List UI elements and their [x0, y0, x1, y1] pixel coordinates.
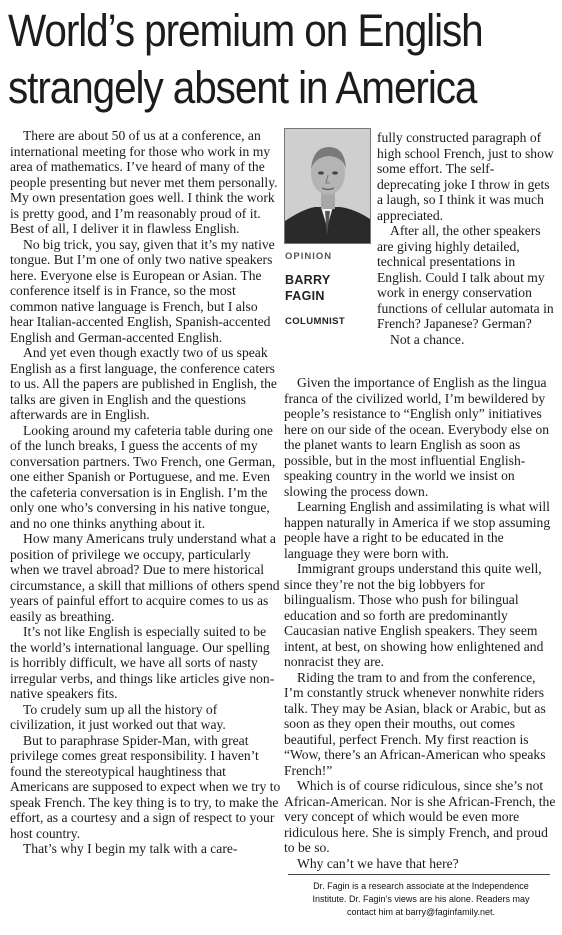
article-column-right	[284, 375, 556, 871]
paragraph: But to paraphrase Spider-Man, with great privilege comes great responsibility. I haven’t found the stereotypical haughtiness that Americans are supposed to expect when we try to speak French. The key thing is to try, to make the effort, as a courtesy and a sign of respect to your host country.	[10, 732, 281, 841]
footnote-line: Dr. Fagin is a research associate at the Independence	[313, 881, 529, 891]
headline-line-2: strangely absent in America	[8, 62, 477, 113]
paragraph: Not a chance.	[390, 331, 465, 347]
article-column-left	[10, 128, 282, 857]
headline	[8, 2, 501, 116]
article-column-right-top	[377, 130, 555, 347]
footnote-line: Institute. Dr. Fagin’s views are his alone. Readers may	[312, 894, 530, 904]
section-label: OPINION	[285, 251, 333, 262]
author-portrait-icon	[285, 129, 370, 243]
byline	[285, 251, 370, 327]
paragraph: Looking around my cafeteria table during one of the lunch breaks, I guess the accents of my conversation partners. Two French, one German, one either Spanish or Portuguese, and me. Even the cafeteria conversation is in English. I’m the only one who’s conversing in his native tongue, and no one thinks anything about it.	[10, 422, 276, 531]
paragraph: Immigrant groups understand this quite well, since they’re not the big lobbyers for bilingualism. Those who push for bilingual education and so forth are predominantly Caucasian native English speakers. They seem intent, at best, on showing how enlightened and nonracist they are.	[284, 561, 544, 669]
author-footnote	[288, 880, 554, 919]
footnote-line: contact him at barry@faginfamily.net.	[346, 907, 496, 917]
headline-line-1: World’s premium on English	[8, 5, 483, 56]
paragraph: Why can’t we have that here?	[297, 855, 459, 871]
paragraph: Riding the tram to and from the conference, I’m constantly struck whenever nonwhite riders talk. They may be Asian, black or Arabic, but as soon as they open their mouths, out comes beautiful, perfect French. My first reaction is “Wow, there’s an African-American who speaks French!”	[284, 669, 546, 778]
paragraph: That’s why I begin my talk with a care-	[23, 841, 238, 856]
paragraph: fully constructed paragraph of high school French, just to show some effort. The self-deprecating joke I throw in gets a laugh, so I think it was much appreciated.	[377, 130, 554, 223]
paragraph: How many Americans truly understand what a position of privilege we occupy, particularly when we travel abroad? Due to mere historical circumstance, a skill that millions of others spend years of painful effort to acquire comes to us as easily as breathing.	[10, 531, 280, 624]
author-photo	[284, 128, 371, 244]
author-first-name: BARRY	[285, 273, 331, 287]
footnote-divider	[288, 874, 550, 875]
author-role: COLUMNIST	[285, 316, 346, 327]
paragraph: Which is of course ridiculous, since she’s not African-American. Nor is she African-French, the very concept of which would be even more ridiculous here. She is simply French, and proud to be so.	[284, 778, 556, 855]
paragraph: After all, the other speakers are giving highly detailed, technical presentations in English. Could I talk about my work in energy conservation functions of cellular automata in French? Japanese? German?	[377, 223, 554, 331]
paragraph: And yet even though exactly two of us speak English as a first language, the conference caters to us. All the papers are published in English, the talks are given in English and the questions afterwards are in English.	[10, 345, 277, 422]
paragraph: Given the importance of English as the lingua franca of the civilized world, I’m bewildered by people’s resistance to “English only” initiatives here on our side of the ocean. Everybody else on the planet wants to learn English as soon as possible, but in the most influential English-speaking country in the world we insist on slowing the process down.	[284, 375, 549, 499]
paragraph: It’s not like English is especially suited to be the world’s international language. Our spelling is horribly difficult, we have all sorts of nasty irregular verbs, and things like articles give non-native speakers fits.	[10, 624, 275, 701]
paragraph: No big trick, you say, given that it’s my native tongue. But I’m one of only two native speakers here. Everyone else is European or Asian. The conference itself is in France, so the most common native language is French, but I also hear Italian-accented English, Spanish-accented English and German-accented English.	[10, 236, 275, 345]
author-last-name: FAGIN	[285, 289, 325, 303]
paragraph: Learning English and assimilating is what will happen naturally in America if we stop assuming people have a right to be educated in the language they were born with.	[284, 499, 551, 561]
author-name	[285, 272, 370, 304]
paragraph: To crudely sum up all the history of civilization, it just worked out that way.	[10, 701, 226, 732]
paragraph: There are about 50 of us at a conference, an international meeting for those who work in my area of mathematics. I’ve heard of many of the people presenting but never met them personally. My own presentation goes well. I think the work is pretty good, and I’m reasonably proud of it. Best of all, I deliver it in flawless English.	[10, 128, 278, 236]
